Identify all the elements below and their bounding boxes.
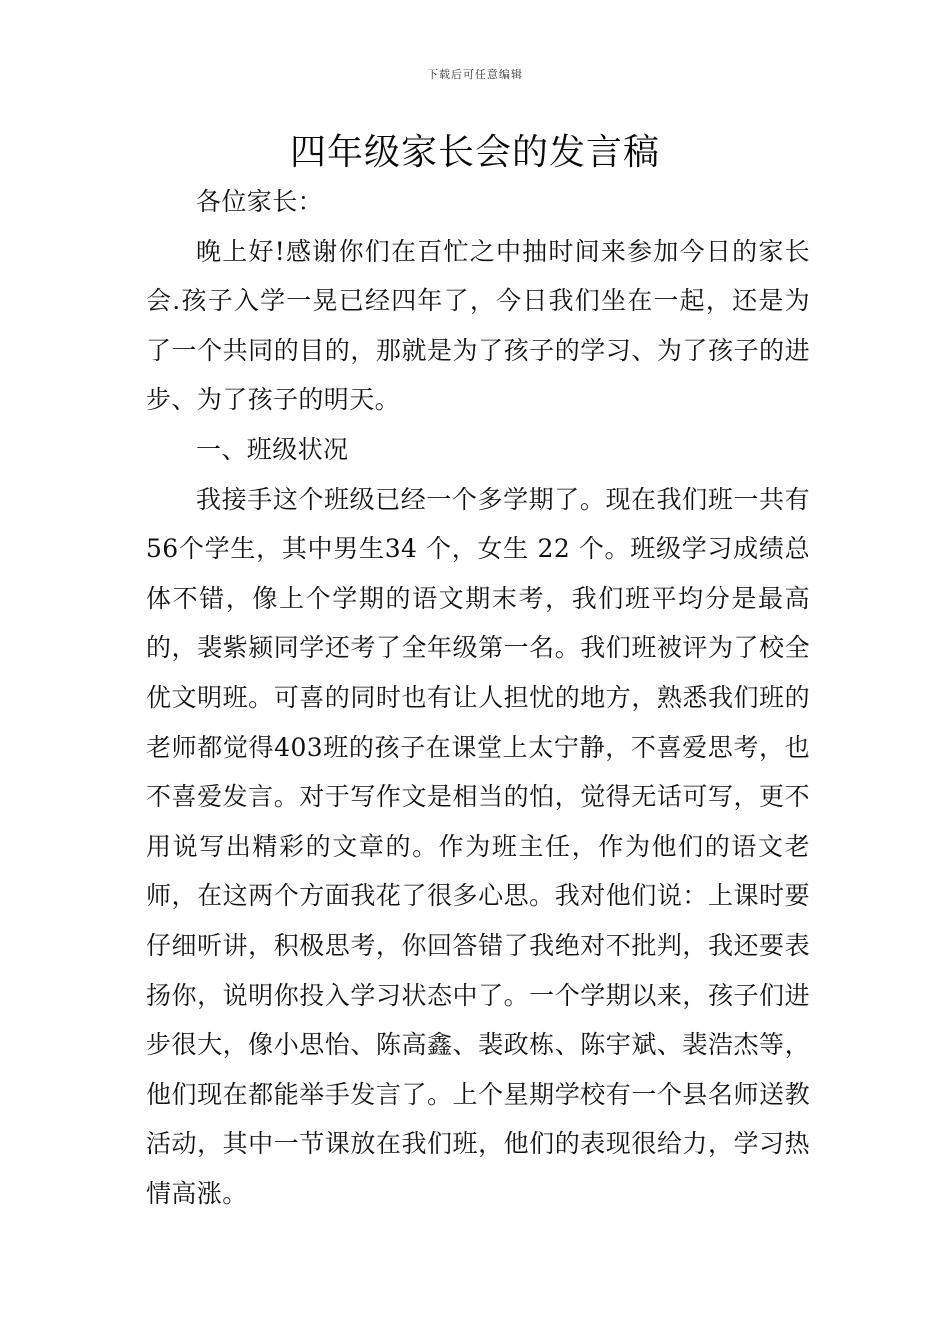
header-note: 下载后可任意编辑	[427, 68, 523, 81]
document-body	[146, 177, 810, 1218]
document-title: 四年级家长会的发言稿	[289, 132, 660, 173]
salutation: 各位家长：	[196, 187, 324, 216]
section-heading-class-status: 一、班级状况	[196, 434, 349, 464]
paragraph-greeting: 晚上好!感谢你们在百忙之中抽时间来参加今日的家长会.孩子入学一晃已经四年了，今日我们坐在一起，还是为了一个共同的目的，那就是为了孩子的学习、为了孩子的进步、为了孩子的明天。	[146, 236, 810, 415]
paragraph-class-status: 我接手这个班级已经一个多学期了。现在我们班一共有56个学生，其中男生34 个，女生 22 个。班级学习成绩总体不错，像上个学期的语文期末考，我们班平均分是最高的，裴紫颍同学还考了全年级第一名。我们班被评为了校全优文明班。可喜的同时也有让人担忧的地方，熟悉我们班的老师都觉得403班的孩子在课堂上太宁静，不喜爱思考，也不喜爱发言。对于写作文是相当的怕，觉得无话可写，更不用说写出精彩的文章的。作为班主任，作为他们的语文老师，在这两个方面我花了很多心思。我对他们说：上课时要仔细听讲，积极思考，你回答错了我绝对不批判，我还要表扬你，说明你投入学习状态中了。一个学期以来，孩子们进步很大，像小思怡、陈高鑫、裴政栋、陈宇斌、裴浩杰等，他们现在都能举手发言了。上个星期学校有一个县名师送教活动，其中一节课放在我们班，他们的表现很给力，学习热情高涨。	[146, 484, 810, 1208]
